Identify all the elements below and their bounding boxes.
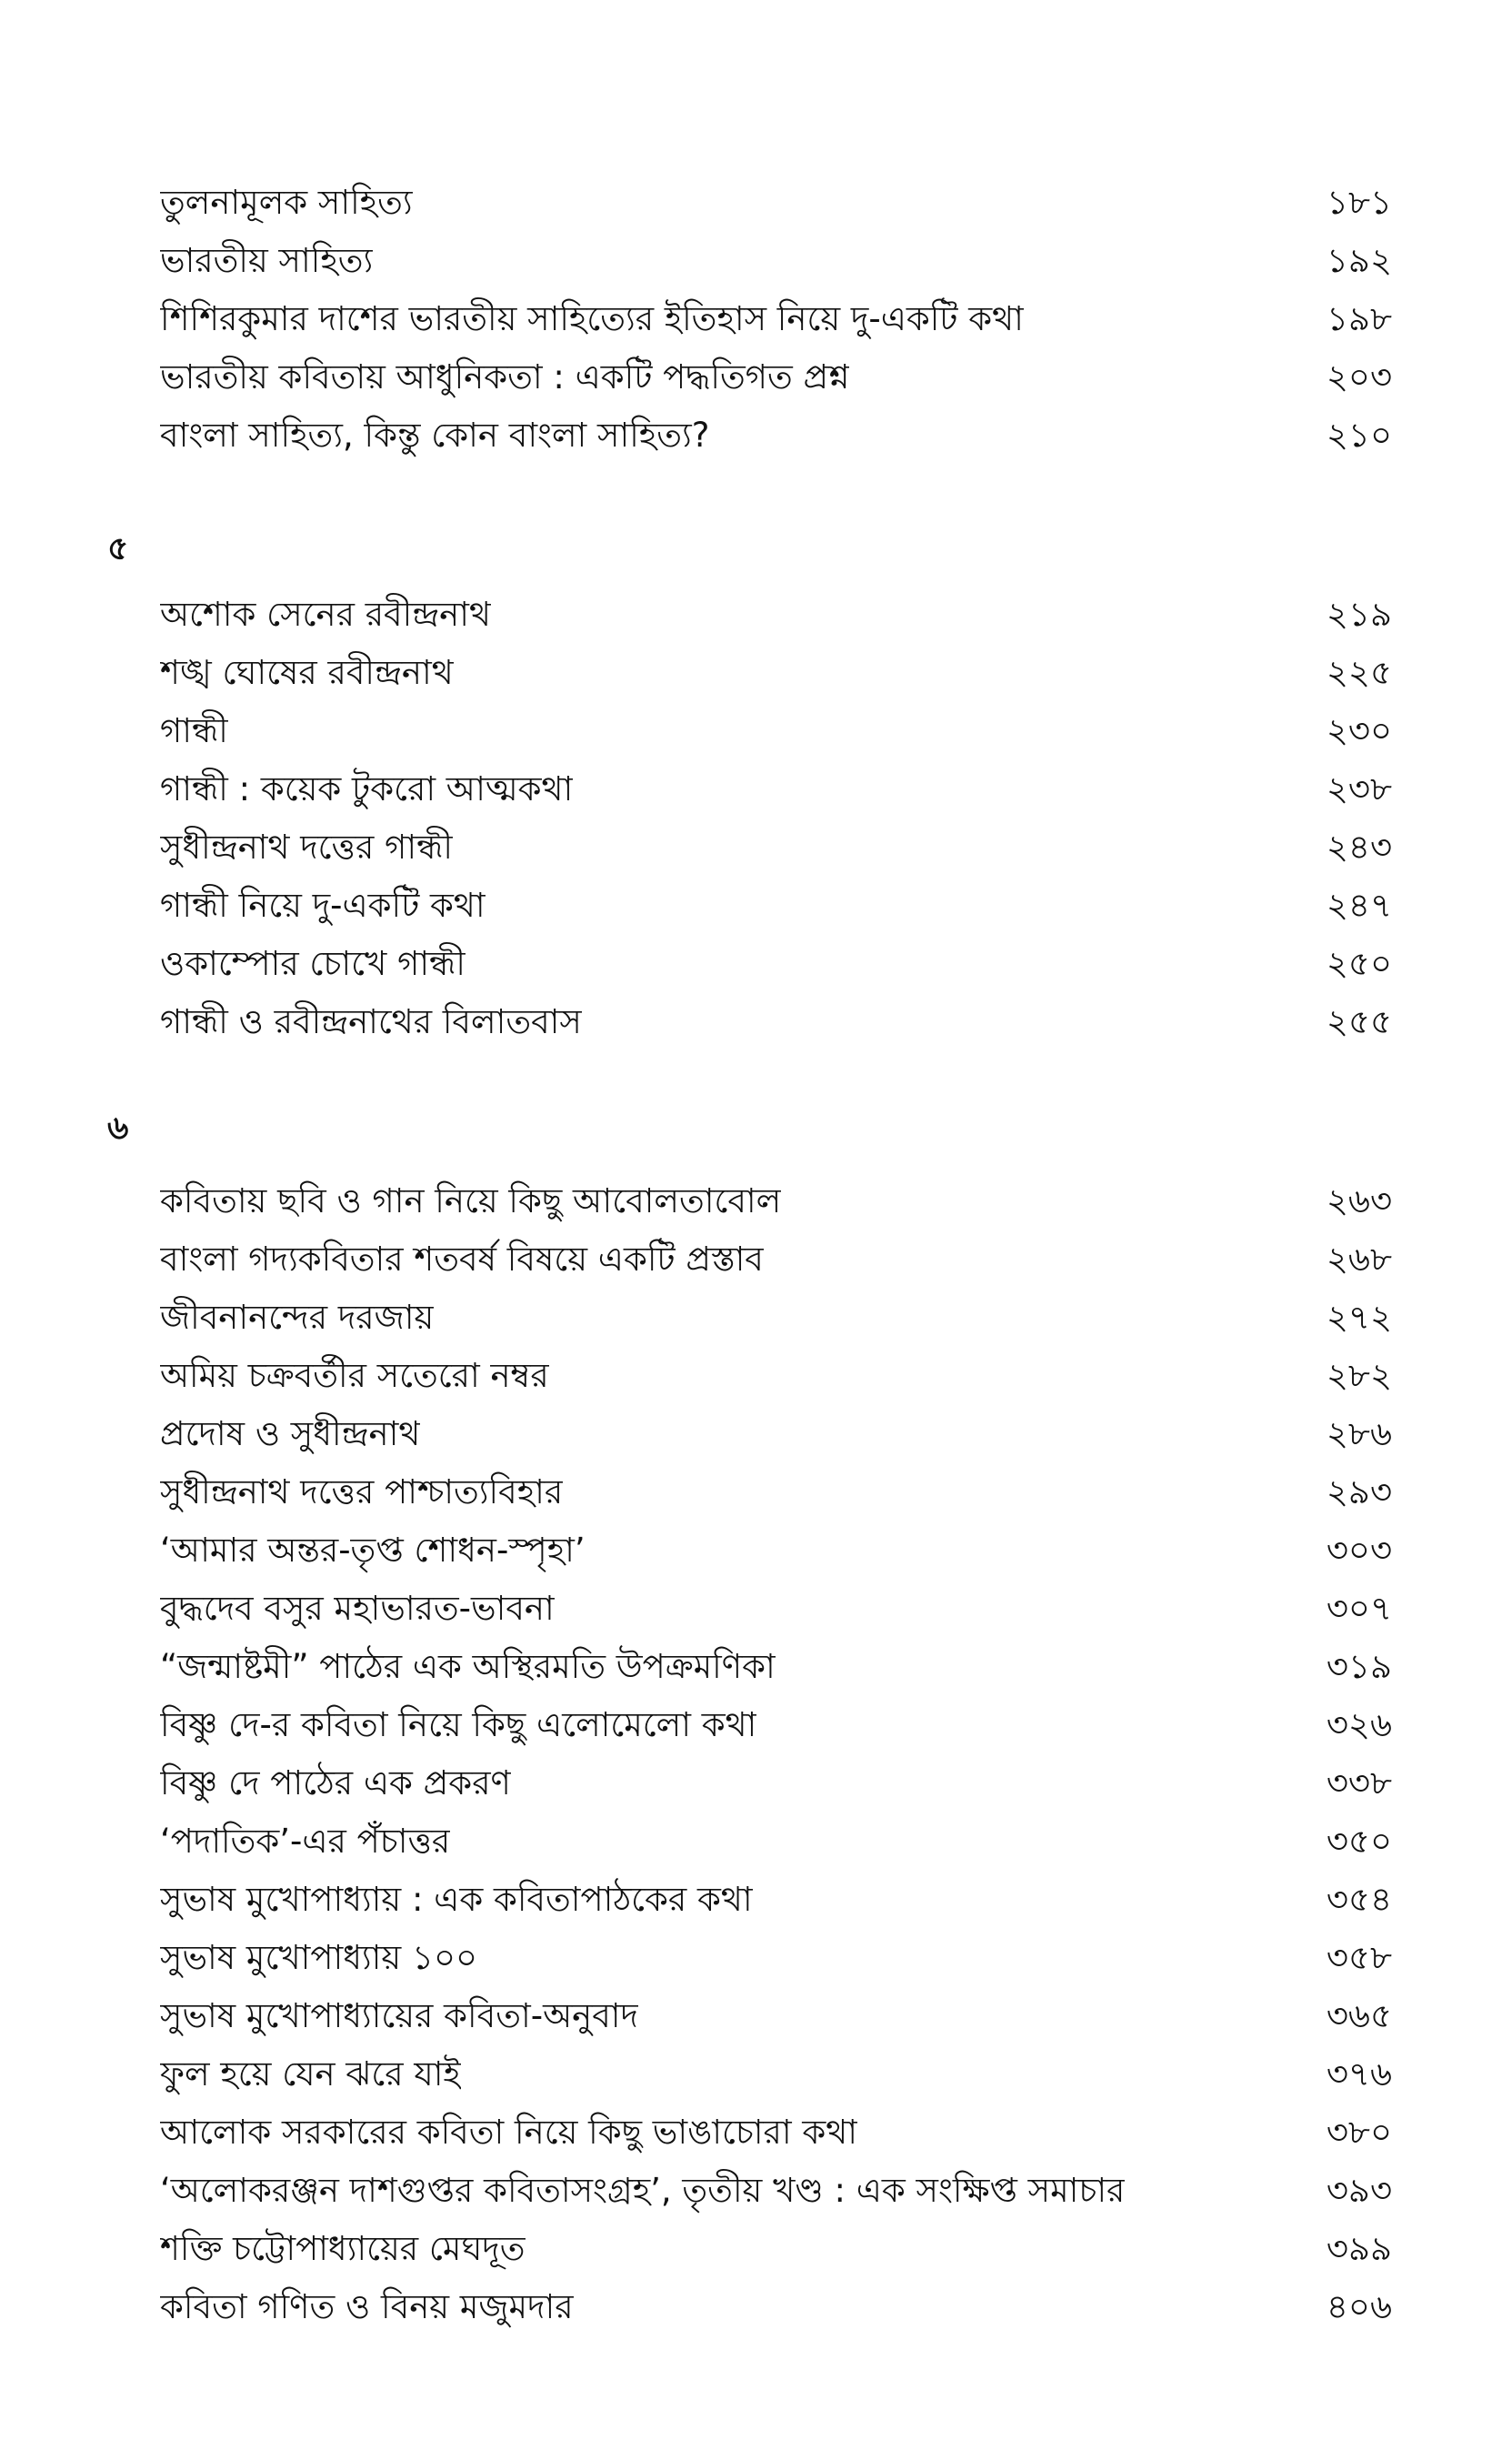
toc-entry-title: অমিয় চক্রবর্তীর সতেরো নম্বর — [160, 1355, 549, 1395]
toc-entry-title: “জন্মাষ্টমী” পাঠের এক অস্থিরমতি উপক্রমণিকা — [160, 1646, 776, 1686]
toc-entry[interactable] — [160, 291, 1392, 349]
toc-entry-title: গান্ধী : কয়েক টুকরো আত্মকথা — [160, 768, 574, 808]
toc-entry[interactable] — [160, 1522, 1392, 1581]
toc-entry-page: ২১০ — [1326, 415, 1392, 455]
toc-entry[interactable] — [160, 1348, 1392, 1406]
toc-entry-page: ২০৩ — [1326, 356, 1392, 397]
toc-entry-title: সুধীন্দ্রনাথ দত্তের পাশ্চাত্যবিহার — [160, 1471, 564, 1511]
toc-entry-page: ২৭২ — [1326, 1297, 1392, 1337]
toc-entry-page: ২৮২ — [1326, 1355, 1392, 1395]
toc-entry-title: বিষ্ণু দে-র কবিতা নিয়ে কিছু এলোমেলো কথা — [160, 1704, 757, 1744]
toc-entry[interactable] — [160, 645, 1392, 703]
toc-entry[interactable] — [160, 1290, 1392, 1348]
toc-entry-page: ৪০৬ — [1326, 2286, 1392, 2326]
toc-entry[interactable] — [160, 1930, 1392, 1988]
toc-entry-title: বাংলা গদ্যকবিতার শতবর্ষ বিষয়ে একটি প্রস্তাব — [160, 1239, 764, 1279]
toc-entry-title: তুলনামূলক সাহিত্য — [160, 182, 413, 222]
toc-entry-page: ২৬৮ — [1326, 1239, 1392, 1279]
toc-entry-title: ‘আমার অন্তর-তৃপ্ত শোধন-স্পৃহা’ — [160, 1530, 586, 1570]
toc-entry[interactable] — [160, 2279, 1392, 2337]
toc-entry-title: গান্ধী নিয়ে দু-একটি কথা — [160, 885, 486, 925]
toc-entry[interactable] — [160, 2163, 1392, 2221]
toc-entry[interactable] — [160, 1988, 1392, 2046]
toc-entry-page: ১৯৮ — [1326, 298, 1392, 338]
toc-entry[interactable] — [160, 1697, 1392, 1755]
toc-entry-title: ‘অলোকরঞ্জন দাশগুপ্তর কবিতাসংগ্রহ’, তৃতীয় খণ্ড : এক সংক্ষিপ্ত সমাচার — [160, 2170, 1126, 2210]
toc-entry-title: শক্তি চট্টোপাধ্যায়ের মেঘদূত — [160, 2228, 526, 2268]
toc-entry-page: ২৮৬ — [1326, 1413, 1392, 1453]
toc-entry-title: জীবনানন্দের দরজায় — [160, 1297, 435, 1337]
toc-entry-page: ৩৫৪ — [1326, 1879, 1392, 1919]
toc-entry-page: ২৩০ — [1326, 710, 1392, 750]
toc-entry[interactable] — [160, 1755, 1392, 1813]
toc-entry-page: ৩৫৮ — [1326, 1937, 1392, 1977]
toc-entry[interactable] — [160, 703, 1392, 761]
toc-entry-title: গান্ধী — [160, 710, 228, 750]
toc-entry-title: সুধীন্দ্রনাথ দত্তের গান্ধী — [160, 827, 453, 867]
toc-entry[interactable] — [160, 1872, 1392, 1930]
toc-entry[interactable] — [160, 1231, 1392, 1290]
toc-entry-title: কবিতা গণিত ও বিনয় মজুমদার — [160, 2286, 574, 2326]
toc-entry-page: ৩৫০ — [1326, 1821, 1392, 1861]
toc-entry[interactable] — [160, 878, 1392, 936]
toc-entry-title: বুদ্ধদেব বসুর মহাভারত-ভাবনা — [160, 1588, 555, 1628]
toc-entry-page: ৩৩৮ — [1326, 1762, 1392, 1802]
toc-entry-page: ২৪৩ — [1326, 827, 1392, 867]
toc-entry-title: সুভাষ মুখোপাধ্যায়ের কবিতা-অনুবাদ — [160, 1995, 638, 2035]
toc-entry-title: আলোক সরকারের কবিতা নিয়ে কিছু ভাঙাচোরা কথা — [160, 2112, 857, 2152]
toc-entry[interactable] — [160, 761, 1392, 819]
toc-entry-page: ২২৫ — [1326, 652, 1392, 692]
toc-entry-page: ৩৯৩ — [1326, 2170, 1392, 2210]
toc-entry-page: ৩৭৬ — [1326, 2053, 1392, 2094]
toc-entry-title: শঙ্খ ঘোষের রবীন্দ্রনাথ — [160, 652, 454, 692]
toc-entry-page: ৩৬৫ — [1326, 1995, 1392, 2035]
toc-entry[interactable] — [160, 1813, 1392, 1872]
toc-entry-title: গান্ধী ও রবীন্দ্রনাথের বিলাতবাস — [160, 1001, 582, 1041]
toc-entry-title: প্রদোষ ও সুধীন্দ্রনাথ — [160, 1413, 421, 1453]
toc-entry-title: বিষ্ণু দে পাঠের এক প্রকরণ — [160, 1762, 511, 1802]
toc-entry-page: ২৩৮ — [1326, 768, 1392, 808]
toc-entry-title: সুভাষ মুখোপাধ্যায় : এক কবিতাপাঠকের কথা — [160, 1879, 753, 1919]
toc-entry[interactable] — [160, 936, 1392, 994]
toc-entry-title: বাংলা সাহিত্য, কিন্তু কোন বাংলা সাহিত্য? — [160, 415, 710, 455]
toc-entry-title: শিশিরকুমার দাশের ভারতীয় সাহিত্যের ইতিহাস নিয়ে দু-একটি কথা — [160, 298, 1024, 338]
toc-entry-page: ২৪৭ — [1326, 885, 1392, 925]
section-number: ৬ — [107, 1110, 129, 1147]
toc-entry-title: ভারতীয় কবিতায় আধুনিকতা : একটি পদ্ধতিগত প্রশ্ন — [160, 356, 850, 397]
toc-entry-page: ২১৯ — [1326, 594, 1392, 634]
toc-entry[interactable] — [160, 1173, 1392, 1231]
toc-entry-page: ৩১৯ — [1326, 1646, 1392, 1686]
toc-entry[interactable] — [160, 819, 1392, 878]
toc-entry-page: ৩৯৯ — [1326, 2228, 1392, 2268]
toc-entry[interactable] — [160, 1464, 1392, 1522]
toc-entry-page: ৩০৩ — [1326, 1530, 1392, 1570]
toc-entry-page: ২৫০ — [1326, 943, 1392, 983]
toc-entry-page: ৩২৬ — [1326, 1704, 1392, 1744]
toc-entry[interactable] — [160, 349, 1392, 407]
toc-entry-page: ২৬৩ — [1326, 1180, 1392, 1220]
toc-entry[interactable] — [160, 2104, 1392, 2163]
toc-entry-title: ওকাম্পোর চোখে গান্ধী — [160, 943, 466, 983]
toc-entry-title: ভারতীয় সাহিত্য — [160, 240, 374, 280]
toc-entry-title: ফুল হয়ে যেন ঝরে যাই — [160, 2053, 461, 2094]
toc-entry-title: সুভাষ মুখোপাধ্যায় ১০০ — [160, 1937, 478, 1977]
toc-entry[interactable] — [160, 1406, 1392, 1464]
toc-entry-title: অশোক সেনের রবীন্দ্রনাথ — [160, 594, 491, 634]
toc-entry[interactable] — [160, 1639, 1392, 1697]
toc-entry-page: ১৯২ — [1326, 240, 1392, 280]
toc-entry[interactable] — [160, 175, 1392, 233]
toc-entry[interactable] — [160, 1581, 1392, 1639]
toc-entry-page: ৩৮০ — [1326, 2112, 1392, 2152]
toc-entry[interactable] — [160, 2046, 1392, 2104]
toc-entry-page: ১৮১ — [1326, 182, 1392, 222]
section-number: ৫ — [107, 530, 129, 567]
toc-entry-title: কবিতায় ছবি ও গান নিয়ে কিছু আবোলতাবোল — [160, 1180, 782, 1220]
toc-entry-page: ২৯৩ — [1326, 1471, 1392, 1511]
toc-entry[interactable] — [160, 2221, 1392, 2279]
toc-entry[interactable] — [160, 233, 1392, 291]
toc-entry[interactable] — [160, 994, 1392, 1052]
toc-entry[interactable] — [160, 407, 1392, 466]
toc-entry[interactable] — [160, 587, 1392, 645]
toc-entry-page: ৩০৭ — [1326, 1588, 1392, 1628]
toc-entry-page: ২৫৫ — [1326, 1001, 1392, 1041]
toc-entry-title: ‘পদাতিক’-এর পঁচাত্তর — [160, 1821, 451, 1861]
